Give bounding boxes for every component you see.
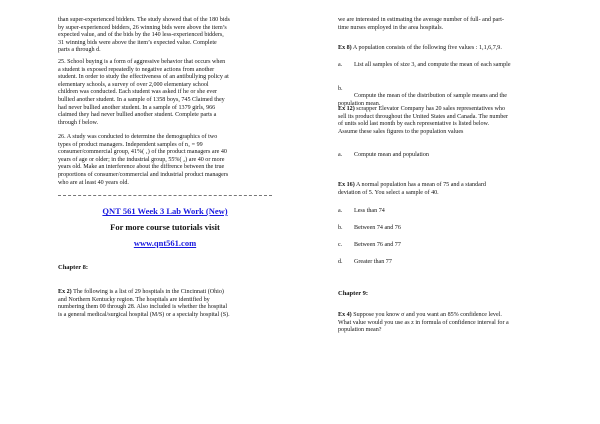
right-column — [338, 0, 552, 424]
exercise-4-label: Ex 4) — [338, 312, 352, 318]
exercise-12-text: scrapper Elevator Company has 20 sales representatives who sell its product throughout the United States and Canada. The number of units sold last month by each representative is listed below. Assume these sales figures to the population values — [338, 106, 508, 135]
exercise-2-text: The following is a list of 29 hospitals in the Cincinnati (Ohio) and Northern Kentucky region. The hospitals are identified by numbering them 00 through 28. Also included is whether the hospital is a general medical/surgical hospital (M/S) or a specialty hospital (S). — [58, 289, 230, 318]
question-25: 25. School buying is a form of aggressive behavior that occurs when a student is exposed repeatedly to negative actions from another student. In order to study the effectiveness of an antibullying policy at elementary schools, a survey of over 2,000 elementary school children was conducted. Each student was asked if he or she ever bullied another student. In a sample of 1358 boys, 745 Claimed they had never bullied another student. In a sample of 1379 girls, 966 claimed they had never bullied another student. Complete parts a through f below. — [58, 59, 229, 126]
exercise-16-label: Ex 16) — [338, 182, 355, 188]
option-text: Between 74 and 76 — [354, 225, 401, 231]
exercise-8-part-b-letter: b. — [338, 85, 343, 92]
dashed-separator — [58, 195, 272, 196]
course-title-link[interactable]: QNT 561 Week 3 Lab Work (New) — [102, 206, 228, 216]
exercise-8 — [338, 45, 552, 53]
option-text: Between 76 and 77 — [354, 242, 401, 248]
exercise-16-text: A normal population has a mean of 75 and a standard deviation of 5. You select a sample of 40. — [338, 182, 486, 196]
exercise-4-text: Suppose you know σ and you want an 85% confidence level. What value would you use as z in formula of confidence interval for a population mean? — [338, 312, 509, 334]
exercise-8-text: A population consists of the following five values : 1,1,6,7,9. — [351, 45, 502, 51]
question-26: 26. A study was conducted to determine the demographics of two types of product managers. Independent samples of n₁ = 99 consumer/commercial group, 41%( ₁) of the product managers are 40 years of age or older; in the industrial group, 55%( ₂) are 40 or more years old. Make an interference about the diffrence between the true proportions of consumer/commercial and industrial product managers who are at least 40 years old. — [58, 134, 229, 186]
exercise-8-label: Ex 8) — [338, 45, 352, 51]
chapter-8-heading: Chapter 8: — [58, 264, 89, 271]
course-subtitle: For more course tutorials visit — [110, 222, 220, 232]
exercise-8-part-b-text: Compute the mean of the distribution of sample means and the population mean. — [338, 93, 507, 107]
exercise-2-label: Ex 2) — [58, 289, 72, 295]
chapter-9-heading: Chapter 9: — [338, 290, 369, 297]
paragraph-bidders: than super-experienced bidders. The study showed that of the 180 bids by super-experienced bidders, 26 winning bids were above the item’s expected value, and of the bids by the 140 less-experienced bidders, 31 winning bids were above the item’s expected value. Complete parts a through d. — [58, 17, 230, 54]
exercise-12-label: Ex 12) — [338, 106, 355, 112]
exercise-12-part-a-letter: a. — [338, 152, 343, 158]
option-letter: a. — [338, 208, 343, 214]
exercise-8-part-a-letter: a. — [338, 62, 343, 68]
option-letter: b. — [338, 225, 343, 231]
exercise-4 — [338, 312, 552, 335]
exercise-12-part-a-text: Compute mean and population — [354, 152, 429, 158]
option-letter: c. — [338, 242, 343, 248]
exercise-8-part-a-text: List all samples of size 3, and compute the mean of each sample — [354, 62, 511, 68]
website-link[interactable]: www.qnt561.com — [133, 238, 197, 248]
left-column — [58, 0, 272, 424]
exercise-12 — [338, 106, 552, 136]
option-text: Greater than 77 — [354, 259, 392, 265]
hospitals-intro: we are interested in estimating the average number of full- and part- time nurses employed in the area hospitals. — [338, 17, 504, 31]
exercise-2 — [58, 289, 272, 319]
exercise-16 — [338, 182, 552, 197]
option-letter: d. — [338, 259, 343, 265]
option-text: Less than 74 — [354, 208, 385, 214]
